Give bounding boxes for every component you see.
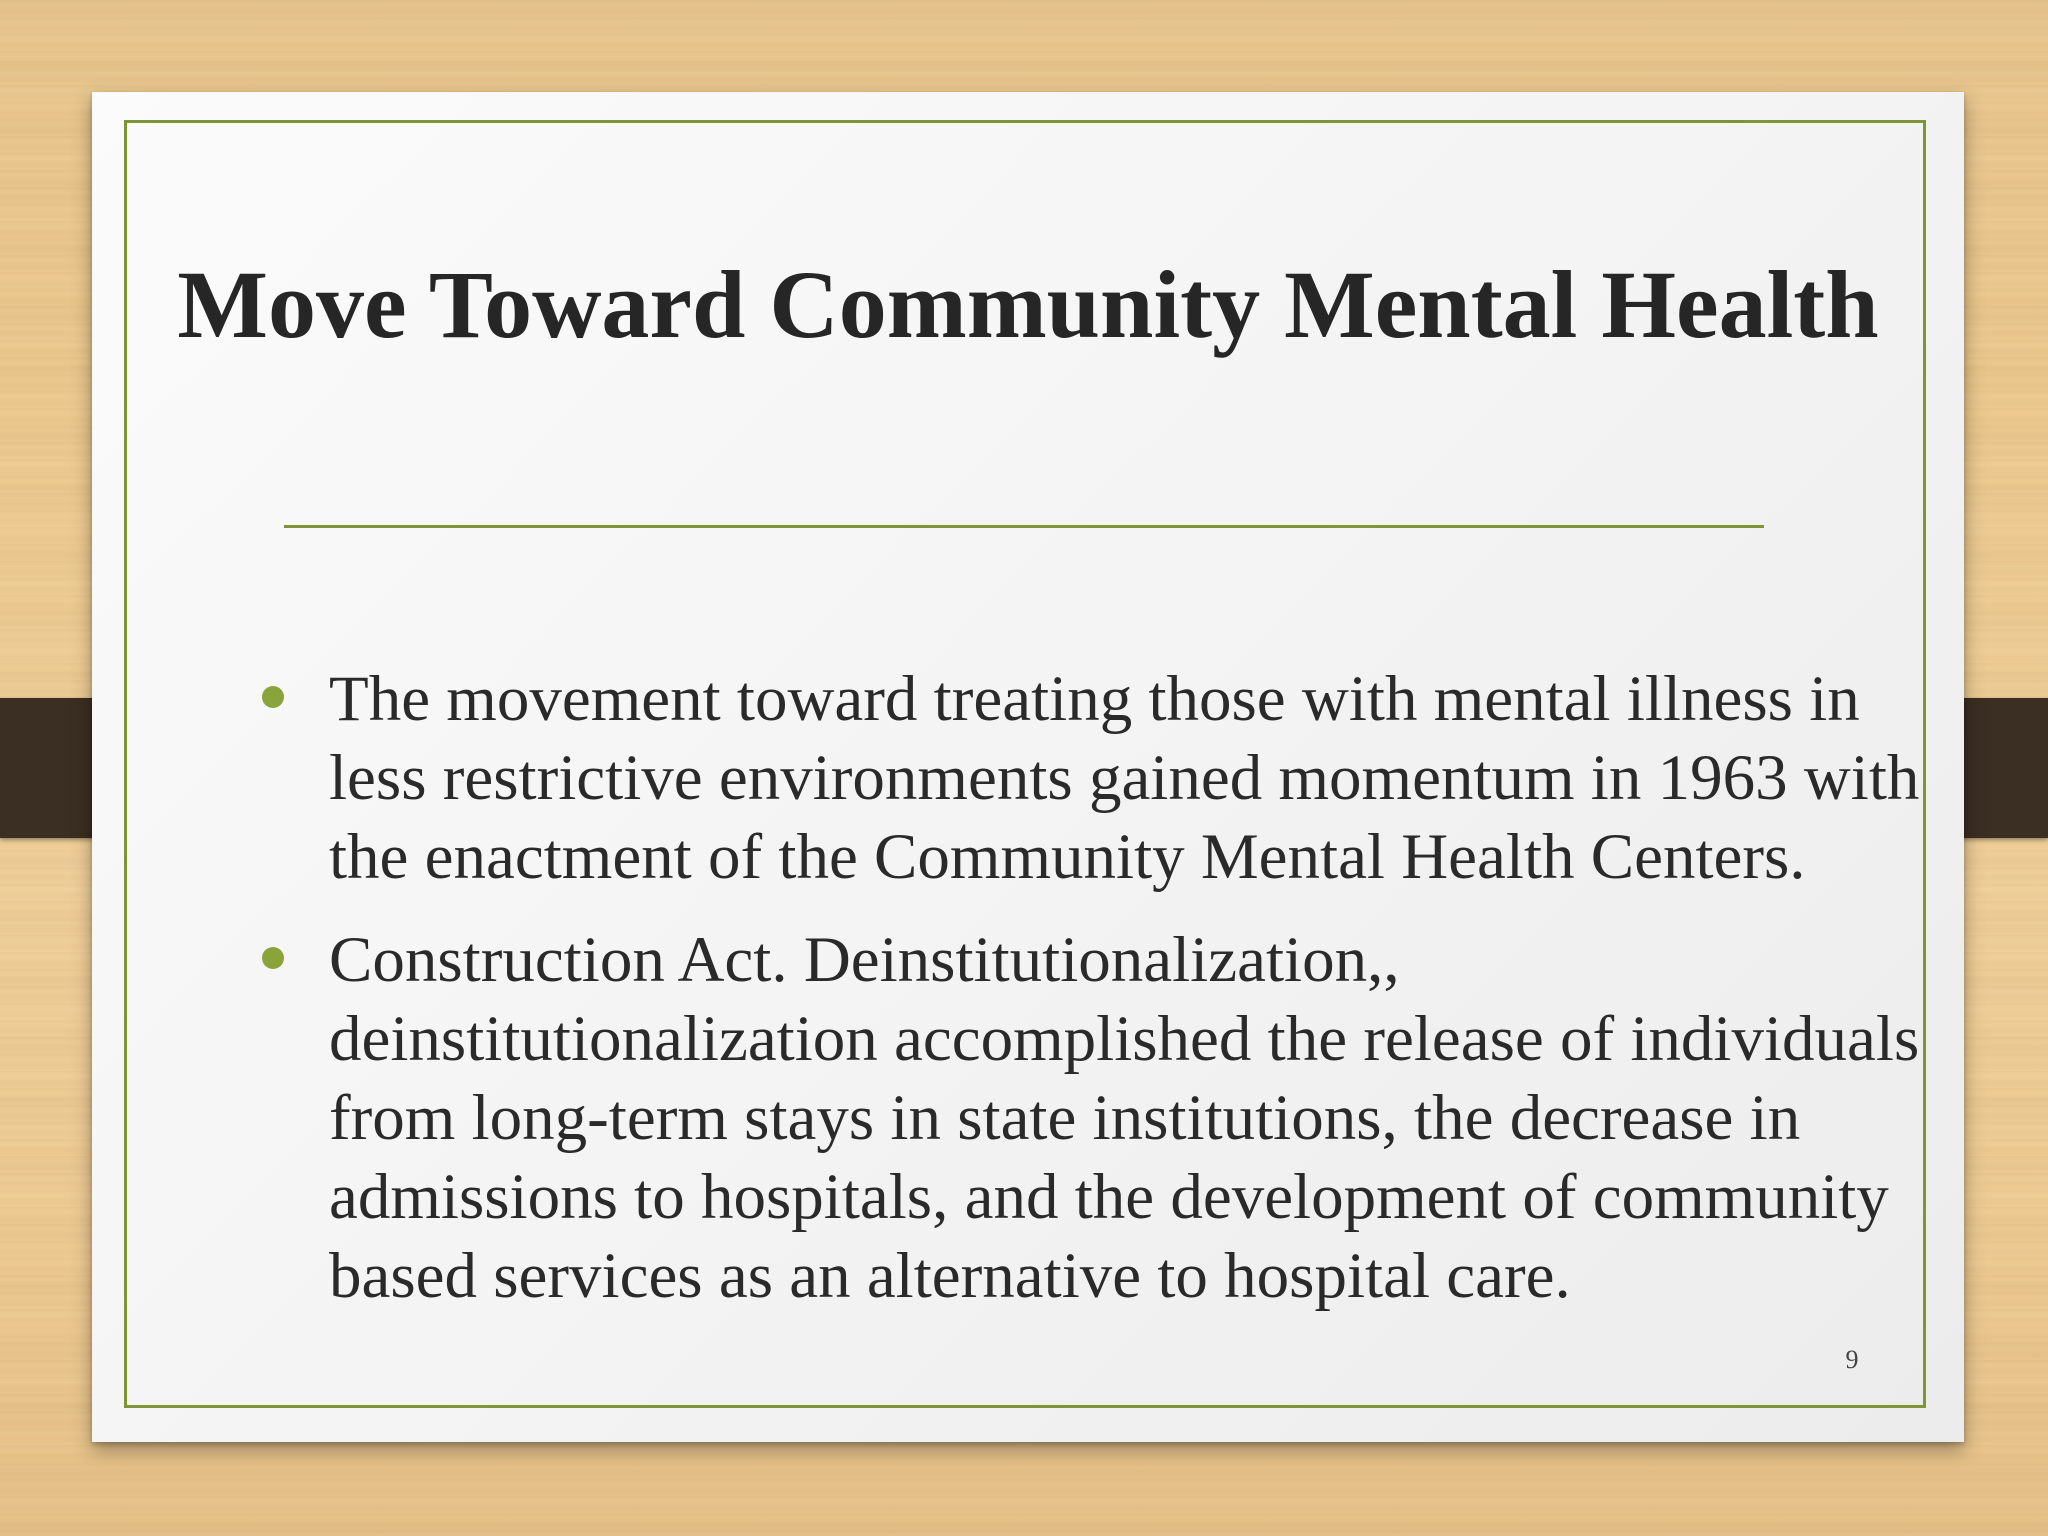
title-divider [284, 525, 1764, 528]
bullet-dot-icon [262, 686, 284, 708]
bullet-text: Construction Act. Deinstitutionalization,, deinstitutionalization accomplished the release of individuals from long-term stays in state institutions, the decrease in admissions to hospitals, and the development of community based services as an alternative to hospital care. [329, 924, 1920, 1312]
slide-card [92, 92, 1964, 1442]
slide-title: Move Toward Community Mental Health [177, 251, 1879, 358]
bullet-item [237, 660, 1957, 897]
bullet-list [237, 660, 1957, 1316]
bullet-item [237, 921, 1957, 1316]
bullet-dot-icon [262, 947, 284, 969]
bullet-text: The movement toward treating those with mental illness in less restrictive environments gained momentum in 1963 with the enactment of the Community Mental Health Centers. [329, 663, 1920, 893]
slide-number: 9 [1845, 1345, 1859, 1374]
